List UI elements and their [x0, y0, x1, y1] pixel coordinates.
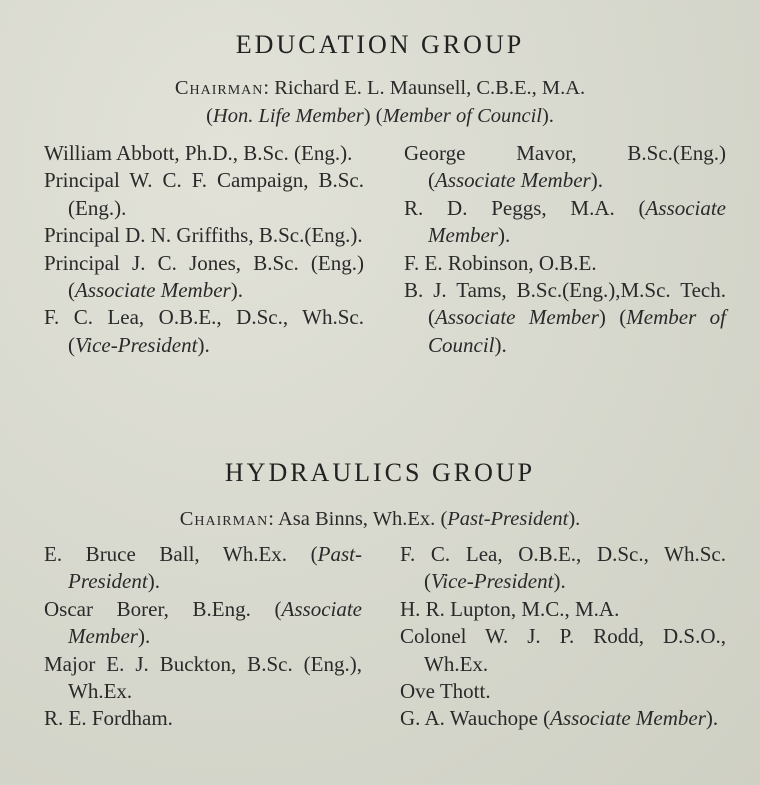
- member-name: B. J. Tams, B.Sc.(Eng.),M.Sc. Tech.: [404, 278, 726, 303]
- member-entry: F. C. Lea, O.B.E., D.Sc., Wh.Sc. (Vice-President).: [44, 305, 364, 357]
- member-name: E. Bruce Ball, Wh.Ex.: [44, 542, 311, 566]
- member-entry: [44, 705, 362, 732]
- hydraulics-chairman: Chairman: Asa Binns, Wh.Ex. (Past-President).: [179, 508, 581, 530]
- member-name: R. E. Fordham.: [44, 706, 173, 731]
- member-designation: Vice-President: [75, 332, 198, 357]
- member-name: William Abbott, Ph.D., B.Sc. (Eng.).: [44, 141, 353, 165]
- member-entry: [44, 222, 364, 249]
- member-entry: George Mavor, B.Sc.(Eng.) (Associate Member).: [404, 141, 726, 193]
- chairman-note: Past-President: [447, 508, 569, 530]
- chairman-name: : Richard E. L. Maunsell, C.B.E., M.A.: [263, 77, 586, 99]
- member-entry: [400, 678, 726, 705]
- member-name: F. C. Lea, O.B.E., D.Sc., Wh.Sc.: [44, 305, 364, 330]
- member-tail: .: [560, 569, 566, 594]
- chairman-honour: Hon. Life Member: [212, 105, 364, 127]
- member-designation: Vice-President: [431, 569, 554, 594]
- hydraulics-right-column: [400, 541, 726, 733]
- member-entry: [44, 167, 364, 222]
- education-right-column: [404, 140, 726, 359]
- hydraulics-left-column: [44, 541, 362, 733]
- member-entry: [44, 140, 364, 167]
- member-tail: .: [144, 624, 151, 649]
- member-name: Oscar Borer, B.Eng.: [44, 596, 275, 621]
- member-name: George Mavor, B.Sc.(Eng.): [404, 141, 726, 165]
- member-name: G. A. Wauchope: [400, 706, 544, 731]
- member-entry: E. Bruce Ball, Wh.Ex. (Past-President).: [44, 542, 362, 594]
- member-name: Major E. J. Buckton, B.Sc. (Eng.), Wh.Ex.: [44, 651, 362, 704]
- member-designation: Past-President: [68, 542, 362, 594]
- member-designation: Associate Member: [75, 278, 231, 303]
- member-entry: [400, 623, 726, 678]
- member-tail: .: [501, 332, 507, 357]
- member-tail: .: [237, 278, 243, 303]
- member-entry: Oscar Borer, B.Eng. (Associate Member).: [44, 596, 362, 649]
- member-designation: Associate Member: [550, 706, 706, 731]
- chairman-name: : Asa Binns, Wh.Ex.: [268, 508, 441, 530]
- chairman-council: Member of Council: [382, 105, 542, 127]
- member-name: Colonel W. J. P. Rodd, D.S.O., Wh.Ex.: [400, 624, 726, 676]
- member-entry: G. A. Wauchope (Associate Member).: [400, 706, 719, 731]
- member-tail: .: [597, 168, 603, 193]
- member-entry: [44, 651, 362, 706]
- member-name: Principal W. C. F. Campaign, B.Sc.(Eng.).: [44, 168, 364, 220]
- member-name: F. C. Lea, O.B.E., D.Sc., Wh.Sc.: [400, 542, 726, 566]
- chairman-label: Chairman: [174, 77, 264, 99]
- education-group-title: EDUCATION GROUP: [235, 30, 525, 59]
- member-entry: B. J. Tams, B.Sc.(Eng.),M.Sc. Tech. (Associate Member) (Member of Council).: [404, 278, 726, 357]
- member-designation: Associate Member: [428, 195, 726, 248]
- member-entry: [404, 250, 726, 277]
- member-tail: .: [504, 223, 511, 248]
- member-entry: R. D. Peggs, M.A. (Associate Member).: [404, 195, 726, 248]
- member-tail: .: [154, 569, 160, 594]
- member-entry: F. C. Lea, O.B.E., D.Sc., Wh.Sc. (Vice-President).: [400, 542, 726, 594]
- member-name: Ove Thott.: [400, 679, 491, 704]
- member-entry: Principal J. C. Jones, B.Sc. (Eng.) (Associate Member).: [44, 250, 364, 303]
- member-name: Principal J. C. Jones, B.Sc. (Eng.): [44, 250, 364, 275]
- member-tail: .: [204, 332, 210, 357]
- member-name: R. D. Peggs, M.A.: [404, 195, 639, 220]
- education-chairman: Chairman: Richard E. L. Maunsell, C.B.E., M.A. (Hon. Life Member) (Member of Council).: [174, 77, 586, 127]
- member-designation: Associate Member: [68, 596, 362, 649]
- chairman-label: Chairman: [179, 508, 269, 530]
- member-designation: Member of Council: [428, 305, 726, 357]
- member-entry: [400, 596, 726, 623]
- hydraulics-group-title: HYDRAULICS GROUP: [224, 458, 536, 487]
- member-name: Principal D. N. Griffiths, B.Sc.(Eng.).: [44, 223, 363, 248]
- member-tail: .: [712, 706, 719, 731]
- member-name: F. E. Robinson, O.B.E.: [404, 250, 597, 275]
- member-designation: Associate Member: [435, 168, 591, 193]
- education-left-column: [44, 140, 364, 359]
- member-designation: Associate Member: [435, 305, 599, 330]
- member-name: H. R. Lupton, M.C., M.A.: [400, 596, 620, 621]
